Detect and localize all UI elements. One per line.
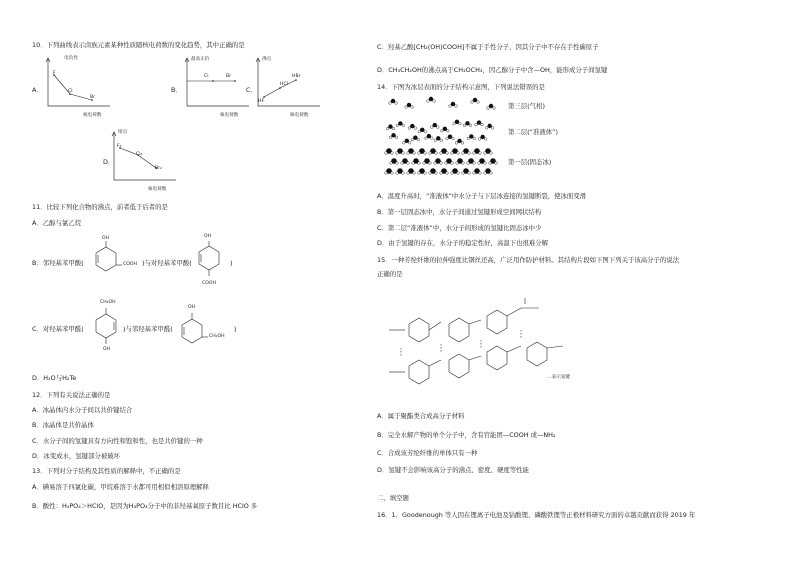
q10-stem: 10．下列曲线表示卤族元素某种性质随核电荷数的变化趋势，其中正确的是 xyxy=(32,41,245,49)
graph-a-point-1: F xyxy=(53,71,56,76)
water-molecule xyxy=(451,168,460,174)
o-hydroxybenzyl-oh-label: OH xyxy=(188,305,196,310)
q14-layer2-label: 第二层(“准液体”) xyxy=(508,128,558,136)
water-molecule xyxy=(473,148,482,154)
aramid-fiber-structure xyxy=(381,290,571,392)
o-hydroxybenzyl-ch2oh-label: CH₂OH xyxy=(209,334,225,339)
section2-title: 二、填空题 xyxy=(377,494,409,502)
q15-option-a[interactable]: A．属于聚酯类合成高分子材料 xyxy=(377,412,465,420)
water-molecule xyxy=(427,97,436,103)
o-hydroxybenzyl-alcohol-structure xyxy=(178,307,236,353)
water-molecule xyxy=(445,158,454,164)
water-molecule xyxy=(456,158,465,164)
water-molecule xyxy=(471,98,480,104)
water-molecule xyxy=(385,168,394,174)
water-molecule xyxy=(451,148,460,154)
ice-surface-molecular-structure xyxy=(383,95,503,181)
p-hydroxybenzyl-oh-label: OH xyxy=(103,347,111,352)
graph-b-point-2: Br xyxy=(226,74,232,79)
water-molecule xyxy=(489,158,498,164)
q11-option-b-prefix[interactable]: B．邻羟基苯甲酸( xyxy=(32,259,84,267)
graph-a-electronegativity xyxy=(44,54,114,116)
p-hydroxybenzoic-oh-label: OH xyxy=(204,234,212,239)
q14-layer3-label: 第三层(气相) xyxy=(508,102,545,110)
p-hydroxybenzyl-ch2oh-label: CH₂OH xyxy=(100,300,116,305)
graph-b-point-1: Cl xyxy=(204,74,209,79)
graph-b-xlabel: 核电荷数 xyxy=(220,113,239,118)
graph-d-melting-point xyxy=(110,128,180,190)
water-molecule xyxy=(440,168,449,174)
q12-option-d[interactable]: D．冰变成水，氢键部分被破坏 xyxy=(32,452,120,460)
q11-option-b-middle: )与对羟基苯甲酸( xyxy=(142,259,192,267)
q11-option-d[interactable]: D．H₂O与H₂Te xyxy=(32,374,77,382)
graph-a-ylabel: 电负性 xyxy=(64,56,78,61)
q10-option-c-label[interactable]: C． xyxy=(246,86,257,94)
graph-d-point-2: Cl₂ xyxy=(136,152,143,157)
water-molecule xyxy=(408,124,417,130)
q15-option-b[interactable]: B．完全水解产物的单个分子中，含有官能团—COOH 或—NH₂ xyxy=(377,431,556,439)
q15-option-c[interactable]: C．合成该芳纶纤维的单体只有一种 xyxy=(377,449,478,457)
q14-layer1-label: 第一层(固态冰) xyxy=(508,158,552,166)
left-column xyxy=(0,0,395,562)
graph-a-point-2: Cl xyxy=(68,89,73,94)
water-molecule xyxy=(449,102,458,108)
water-molecule xyxy=(385,148,394,154)
water-molecule xyxy=(396,148,405,154)
q13-option-d[interactable]: D．CH₃CH₂OH的沸点高于CH₃OCH₃，因乙醇分子中含—OH，能形成分子间氢键 xyxy=(377,66,608,74)
q10-option-b-label[interactable]: B． xyxy=(171,86,182,94)
water-molecule xyxy=(441,127,450,133)
water-molecule xyxy=(446,134,455,140)
graph-c-point-2: HCl xyxy=(280,82,288,87)
salicylic-oh-label: OH xyxy=(102,236,110,241)
water-molecule xyxy=(418,148,427,154)
p-hydroxybenzoic-cooh-label: COOH xyxy=(202,281,216,286)
water-molecule xyxy=(396,168,405,174)
water-molecule xyxy=(484,168,493,174)
q16-text: 16．1．Goodenough 等人因在锂离子电池及钴酸锂、磷酸铁锂等正极材料研究方面的卓越贡献而获得 2019 年 xyxy=(377,511,696,519)
water-molecule xyxy=(455,139,464,145)
q15-stem-line1: 15．一种芳纶纤维的拉伸强度比钢丝还高，广泛用作防护材料。其结构片段如下图下列关于该高分子的说法 xyxy=(377,256,680,264)
q12-option-b[interactable]: B．冰晶体是共价晶体 xyxy=(32,421,94,429)
q10-option-d-label[interactable]: D． xyxy=(103,158,115,166)
water-molecule xyxy=(462,168,471,174)
q13-option-b[interactable]: B．酸性：H₃PO₄＞HClO，是因为H₃PO₄分子中的非羟基氧原子数目比 HClO 多 xyxy=(32,502,258,510)
water-molecule xyxy=(389,133,398,139)
graph-d-xlabel: 核电荷数 xyxy=(148,187,167,192)
graph-d-point-3: Br₂ xyxy=(155,166,162,171)
q11-option-c-prefix[interactable]: C．对羟基苯甲醛( xyxy=(32,325,84,333)
q12-stem: 12．下列有关说法正确的是 xyxy=(32,391,111,399)
q14-option-b[interactable]: B．第一层固态冰中，水分子间通过氢键形成空间网状结构 xyxy=(377,208,542,216)
water-molecule xyxy=(430,123,439,129)
q14-option-d[interactable]: D．由于氢键的存在，水分子的稳定性好，高温下也很难分解 xyxy=(377,239,549,247)
water-molecule xyxy=(453,120,462,126)
water-molecule xyxy=(462,148,471,154)
graph-c-point-3: HBr xyxy=(292,74,301,79)
water-molecule xyxy=(485,124,494,129)
water-molecule xyxy=(386,124,395,130)
right-column xyxy=(377,0,794,562)
water-molecule xyxy=(390,158,399,164)
water-molecule xyxy=(463,121,472,127)
water-molecule xyxy=(407,148,416,154)
graph-c-point-1: HF xyxy=(258,99,265,104)
water-molecule xyxy=(418,168,427,174)
water-molecule xyxy=(434,136,443,142)
water-molecule xyxy=(401,158,410,164)
water-molecule xyxy=(467,134,476,140)
q14-option-c[interactable]: C．第二层“准液体”中，水分子间形成的氢键比固态冰中少 xyxy=(377,224,542,232)
water-molecule xyxy=(403,139,412,145)
water-molecule xyxy=(478,158,487,164)
water-molecule xyxy=(467,158,476,164)
water-molecule xyxy=(396,121,405,127)
water-molecule xyxy=(425,134,434,140)
q11-stem: 11．比较下列化合物的沸点，前者低于后者的是 xyxy=(32,203,168,211)
graph-d-point-1: F₂ xyxy=(117,144,122,149)
q11-option-b-suffix: ) xyxy=(230,259,233,267)
water-molecule xyxy=(423,158,432,164)
graph-b-ylabel: 最高正价 xyxy=(191,57,210,62)
water-molecule xyxy=(484,148,493,154)
q14-option-a[interactable]: A．温度升高时，“准液体”中水分子与下层冰连接的氢键断裂，使冰面变滑 xyxy=(377,192,587,200)
q15-stem-line2: 正确的是 xyxy=(377,270,403,278)
q13-stem: 13．下列对分子结构及其性质的解释中，不正确的是 xyxy=(32,467,181,475)
q12-option-c[interactable]: C．水分子间的氢键具有方向性和饱和性，也是共价键的一种 xyxy=(32,437,203,445)
water-molecule xyxy=(478,135,487,141)
salicylic-cooh-label: COOH xyxy=(123,262,137,267)
water-molecule xyxy=(412,158,421,164)
graph-d-ylabel: 熔点 xyxy=(118,130,128,135)
water-molecule xyxy=(475,120,484,126)
q11-option-a[interactable]: A．乙醇与氯乙烷 xyxy=(32,219,82,227)
water-molecule xyxy=(434,158,443,164)
water-molecule xyxy=(405,103,414,109)
graph-a-point-3: Br xyxy=(90,95,96,100)
water-molecule xyxy=(407,168,416,174)
water-molecule xyxy=(418,128,427,134)
graph-c-xlabel: 核电荷数 xyxy=(290,113,309,118)
water-molecule xyxy=(473,168,482,174)
q13-option-c[interactable]: C．羟基乙酸[CH₂(OH)COOH]不属于手性分子，因其分子中不存在手性碳原子 xyxy=(377,43,599,51)
q10-option-a-label[interactable]: A． xyxy=(32,86,43,94)
q14-stem: 14．下图为冰层表面的分子结构示意图，下列说法错误的是 xyxy=(377,83,545,91)
water-molecule xyxy=(389,99,398,105)
q11-option-c-suffix: ) xyxy=(234,325,237,333)
water-molecule xyxy=(487,104,496,110)
graph-a-xlabel: 核电荷数 xyxy=(83,113,102,118)
water-molecule xyxy=(429,148,438,154)
q11-option-c-middle: )与邻羟基苯甲醛( xyxy=(123,325,173,333)
q12-option-a[interactable]: A．冰晶体内水分子间以共价键结合 xyxy=(32,406,133,414)
water-molecule xyxy=(429,168,438,174)
salicylic-acid-structure xyxy=(92,234,142,280)
graph-c-ylabel: 沸点 xyxy=(262,57,272,62)
water-molecule xyxy=(411,135,420,141)
q15-hbond-legend: …表示氢键 xyxy=(547,375,570,380)
q15-option-d[interactable]: D．氢键不会影响该高分子的沸点、密度、硬度等性能 xyxy=(377,466,529,474)
q13-option-a[interactable]: A．碘易溶于四氯化碳，甲烷难溶于水都可用相似相溶原理解释 xyxy=(32,483,209,491)
water-molecule xyxy=(440,148,449,154)
